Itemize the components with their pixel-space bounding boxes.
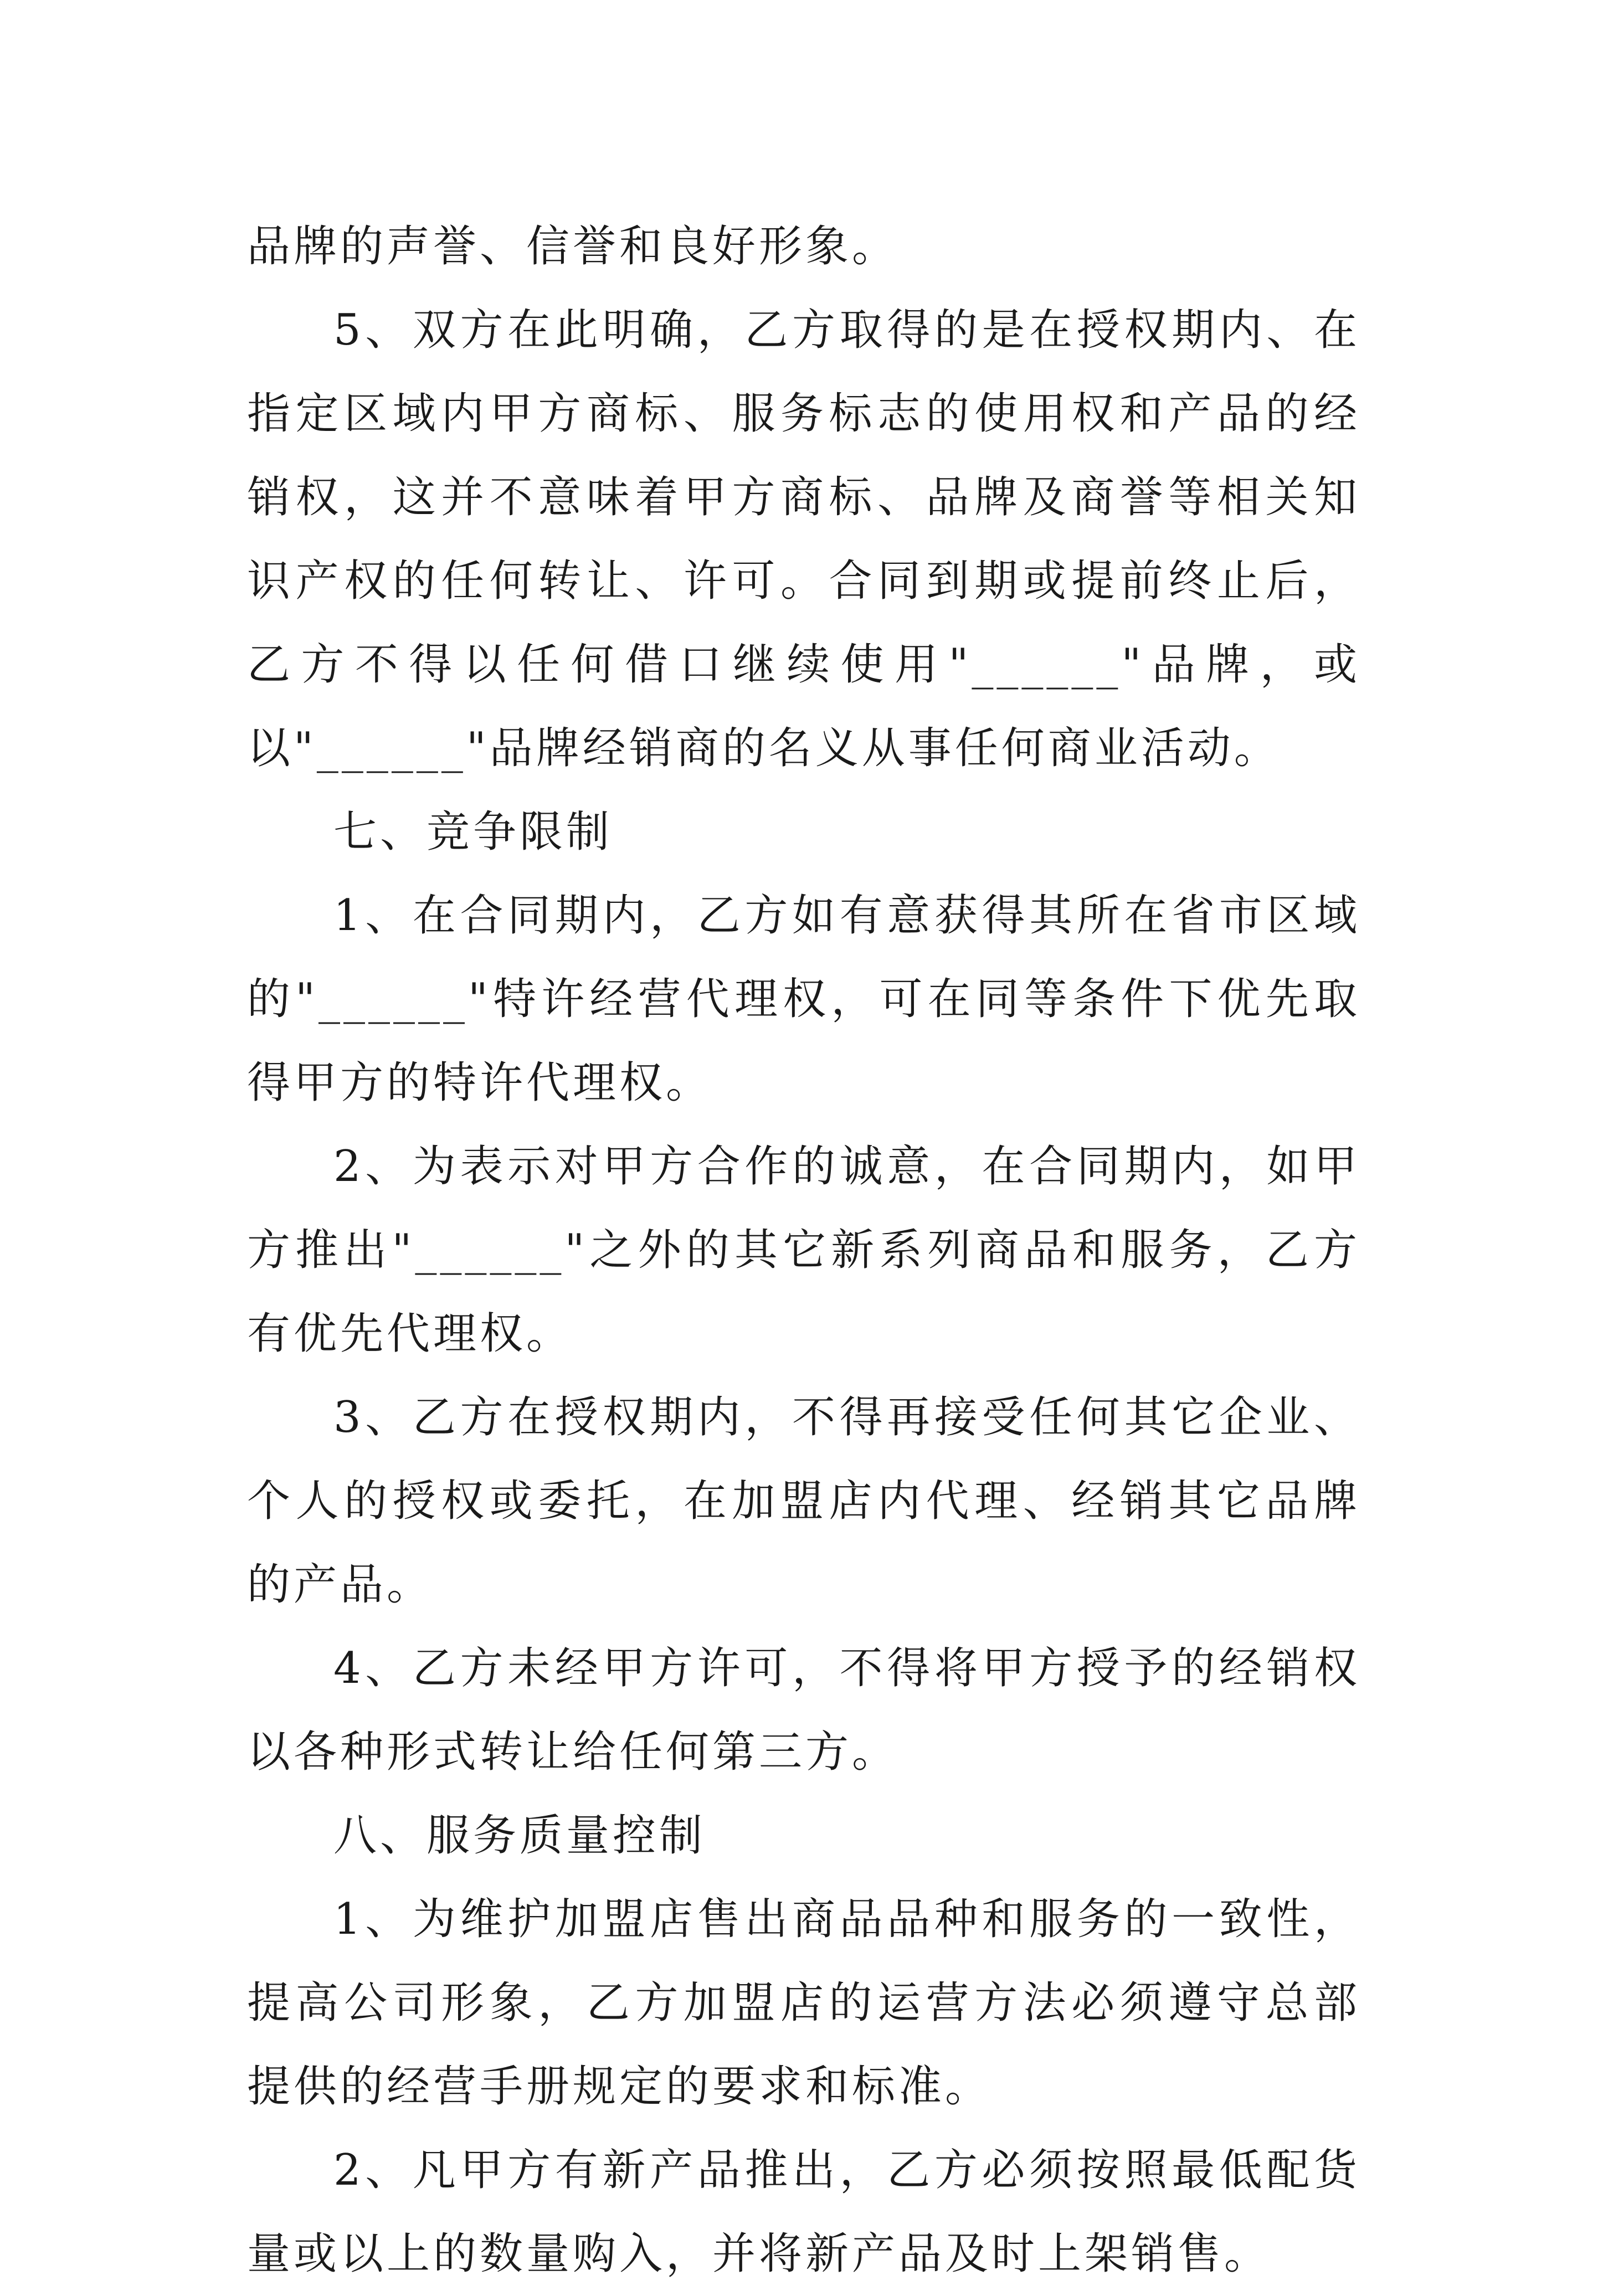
document-body bbox=[247, 205, 1360, 2296]
paragraph-service-2: 2、凡甲方有新产品推出，乙方必须按照最低配货量或以上的数量购入，并将新产品及时上架销售。 bbox=[247, 2145, 1360, 2279]
section-heading-service-quality: 八、服务质量控制 bbox=[333, 1811, 706, 1861]
paragraph-competition-2: 2、为表示对甲方合作的诚意，在合同期内，如甲方推出"______"之外的其它新系列商品和服务，乙方有优先代理权。 bbox=[247, 1142, 1360, 1359]
paragraph-competition-4: 4、乙方未经甲方许可，不得将甲方授予的经销权以各种形式转让给任何第三方。 bbox=[247, 1643, 1360, 1777]
section-heading-competition: 七、竞争限制 bbox=[333, 807, 613, 857]
paragraph-competition-1: 1、在合同期内，乙方如有意获得其所在省市区域的"______"特许经营代理权，可在同等条件下优先取得甲方的特许代理权。 bbox=[247, 891, 1360, 1108]
paragraph-competition-3: 3、乙方在授权期内，不得再接受任何其它企业、个人的授权或委托，在加盟店内代理、经销其它品牌的产品。 bbox=[247, 1393, 1360, 1610]
paragraph-brand-reputation: 品牌的声誉、信誉和良好形象。 bbox=[247, 222, 899, 271]
paragraph-service-1: 1、为维护加盟店售出商品品种和服务的一致性，提高公司形象，乙方加盟店的运营方法必须遵守总部提供的经营手册规定的要求和标准。 bbox=[247, 1894, 1360, 2112]
paragraph-clause-5: 5、双方在此明确，乙方取得的是在授权期内、在指定区域内甲方商标、服务标志的使用权和产品的经销权，这并不意味着甲方商标、品牌及商誉等相关知识产权的任何转让、许可。合同到期或提前终止后，乙方不得以任何借口继续使用"______"品牌，或以"______"品牌经销商的名义从事任何商业活动。 bbox=[247, 305, 1360, 773]
